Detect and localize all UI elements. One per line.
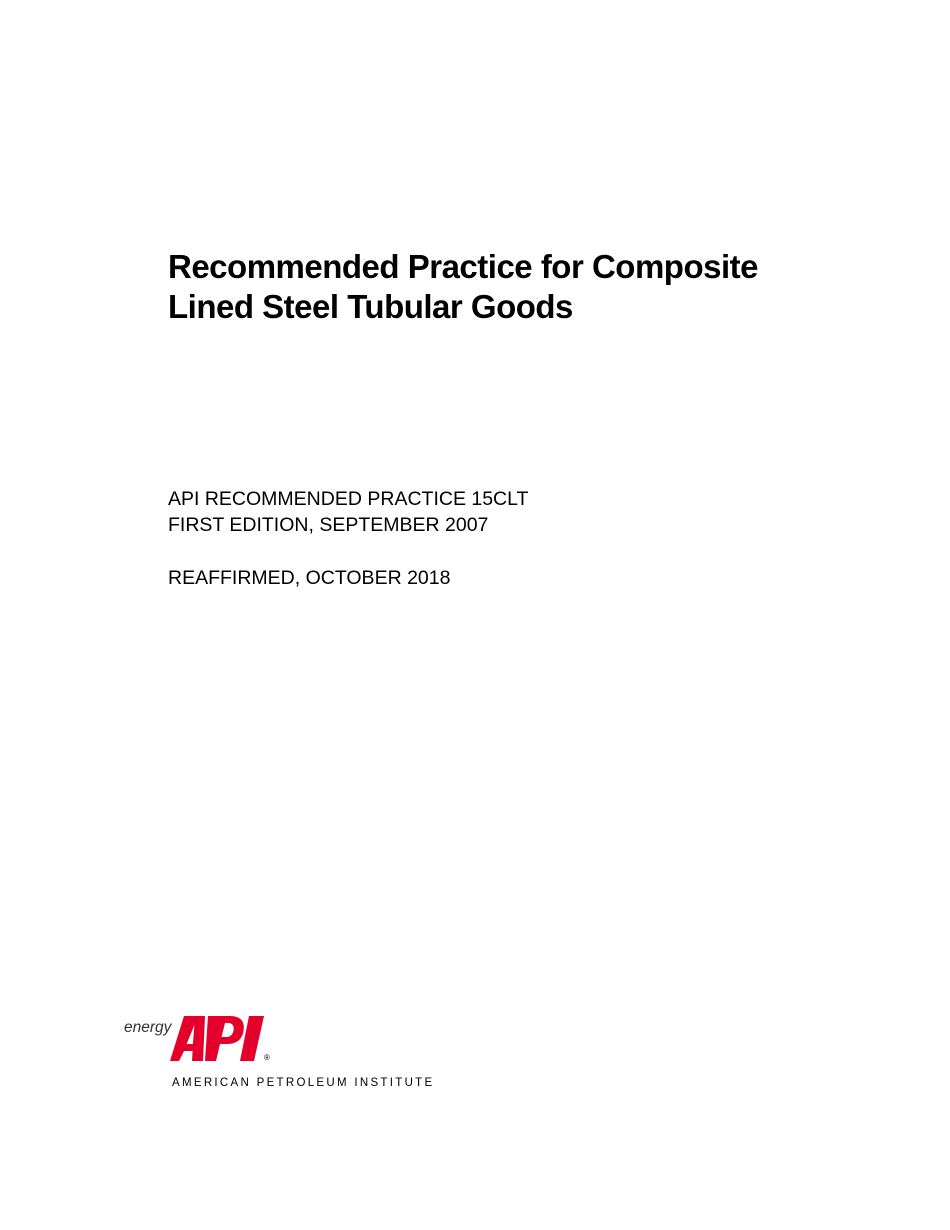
api-logo-letter-p [205, 1016, 244, 1061]
api-logo-letters [170, 1016, 264, 1061]
document-title [168, 247, 908, 327]
document-title-line-1: Recommended Practice for Composite [168, 248, 758, 285]
document-designation: API RECOMMENDED PRACTICE 15CLT [168, 488, 529, 510]
api-logo-mark [170, 1014, 266, 1062]
document-edition: FIRST EDITION, SEPTEMBER 2007 [168, 514, 489, 536]
api-logo-letter-a [170, 1016, 205, 1061]
logo-energy-tagline: energy [124, 1019, 172, 1036]
logo-registered-symbol: ® [264, 1053, 270, 1062]
api-logo [122, 1012, 442, 1097]
document-title-line-2: Lined Steel Tubular Goods [168, 288, 573, 325]
publisher-name: AMERICAN PETROLEUM INSTITUTE [172, 1077, 435, 1089]
document-reaffirmed-date: REAFFIRMED, OCTOBER 2018 [168, 567, 451, 589]
api-logo-letter-i [240, 1016, 264, 1061]
document-metadata [168, 486, 528, 538]
